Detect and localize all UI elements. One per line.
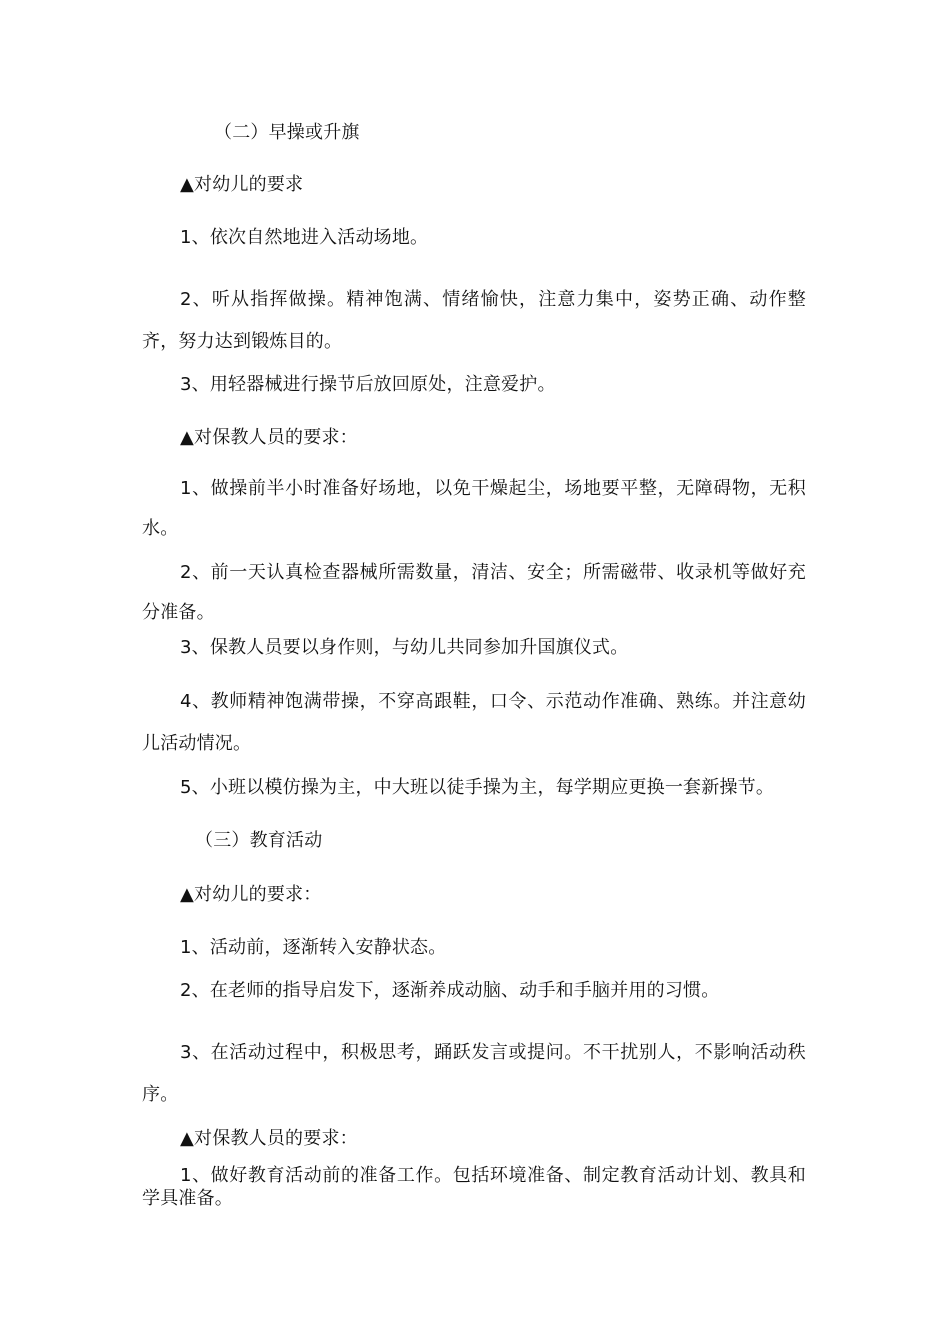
subsection-heading: ▲对幼儿的要求： [180,884,322,905]
list-item: 1、依次自然地进入活动场地。 [180,227,429,248]
list-item: 5、小班以模仿操为主，中大班以徒手操为主，每学期应更换一套新操节。 [180,777,775,798]
list-item: 1、做好教育活动前的准备工作。包括环境准备、制定教育活动计划、教具和学具准备。 [142,1165,806,1209]
list-item: 2、在老师的指导启发下，逐渐养成动脑、动手和手脑并用的习惯。 [180,980,720,1001]
subsection-heading: ▲对保教人员的要求： [180,427,358,448]
list-item: 3、保教人员要以身作则，与幼儿共同参加升国旗仪式。 [180,637,629,658]
list-item: 2、听从指挥做操。精神饱满、情绪愉快，注意力集中，姿势正确、动作整齐，努力达到锻炼目的。 [142,289,806,352]
list-item: 2、前一天认真检查器械所需数量，清洁、安全；所需磁带、收录机等做好充分准备。 [142,562,806,623]
list-item: 4、教师精神饱满带操，不穿高跟鞋，口令、示范动作准确、熟练。并注意幼儿活动情况。 [142,691,806,754]
list-item: 3、在活动过程中，积极思考，踊跃发言或提问。不干扰别人，不影响活动秩序。 [142,1042,806,1105]
list-item: 1、活动前，逐渐转入安静状态。 [180,937,447,958]
section-heading: （三）教育活动 [195,830,323,851]
list-item: 1、做操前半小时准备好场地，以免干燥起尘，场地要平整，无障碍物，无积水。 [142,478,806,539]
section-heading: （二）早操或升旗 [214,122,360,143]
subsection-heading: ▲对幼儿的要求 [180,174,304,195]
subsection-heading: ▲对保教人员的要求： [180,1128,358,1149]
list-item: 3、用轻器械进行操节后放回原处，注意爱护。 [180,374,556,395]
